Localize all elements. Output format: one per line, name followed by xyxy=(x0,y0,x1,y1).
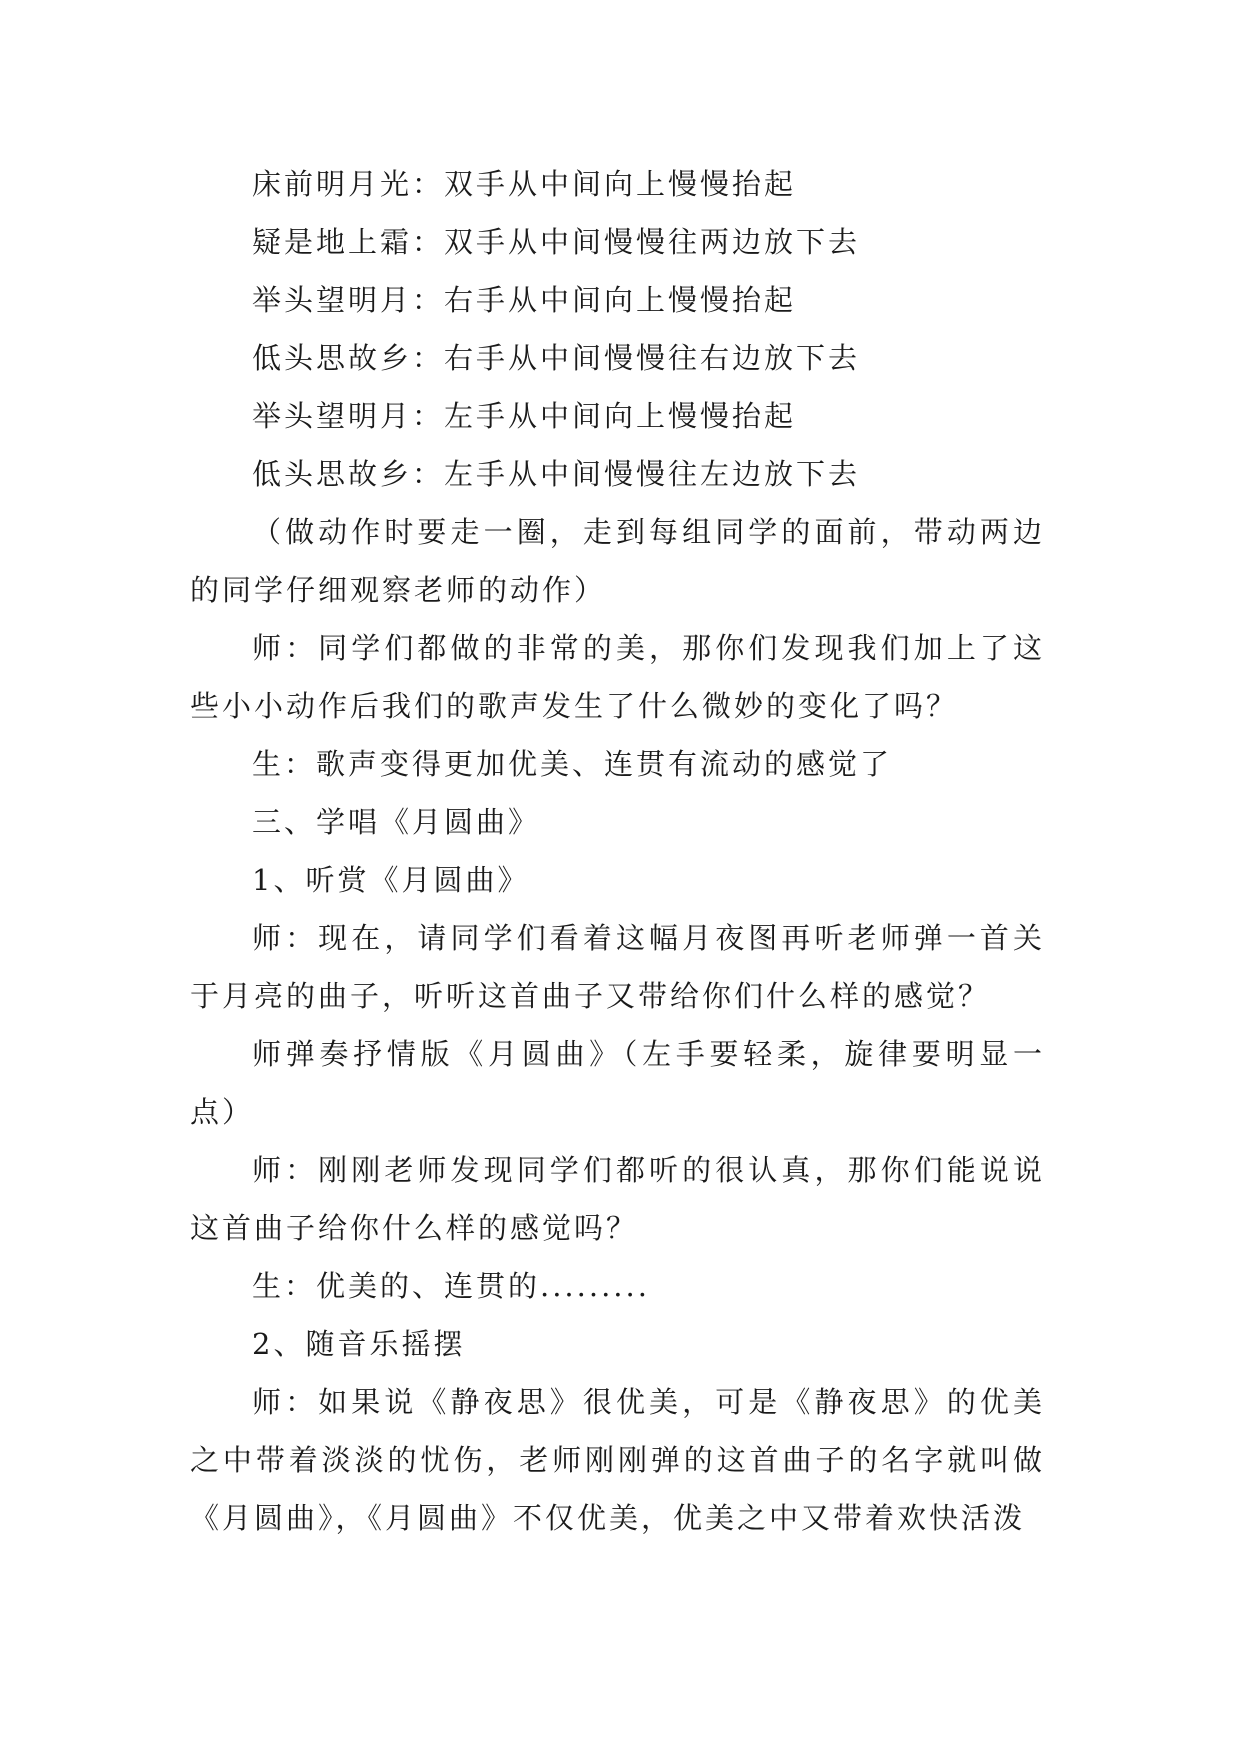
section-heading: 三、学唱《月圆曲》 xyxy=(252,805,541,839)
paragraph: 师：刚刚老师发现同学们都听的很认真，那你们能说说这首曲子给你什么样的感觉吗？ xyxy=(190,1153,1045,1245)
subsection-heading: 1、听赏《月圆曲》 xyxy=(252,863,530,897)
paragraph: （做动作时要走一圈，走到每组同学的面前，带动两边的同学仔细观察老师的动作） xyxy=(190,515,1045,607)
paragraph: 师：如果说《静夜思》很优美，可是《静夜思》的优美之中带着淡淡的忧伤，老师刚刚弹的这首曲子的名字就叫做《月圆曲》，《月圆曲》不仅优美，优美之中又带着欢快活泼 xyxy=(190,1385,1045,1535)
paragraph: 生：歌声变得更加优美、连贯有流动的感觉了 xyxy=(252,747,893,781)
paragraph: 床前明月光：双手从中间向上慢慢抬起 xyxy=(252,167,797,201)
paragraph: 低头思故乡：左手从中间慢慢往左边放下去 xyxy=(252,457,861,491)
paragraph: 师：同学们都做的非常的美，那你们发现我们加上了这些小小动作后我们的歌声发生了什么微妙的变化了吗？ xyxy=(190,631,1045,723)
paragraph: 疑是地上霜：双手从中间慢慢往两边放下去 xyxy=(252,225,861,259)
paragraph: 低头思故乡：右手从中间慢慢往右边放下去 xyxy=(252,341,861,375)
subsection-heading: 2、随音乐摇摆 xyxy=(252,1327,466,1361)
paragraph: 师弹奏抒情版《月圆曲》（左手要轻柔，旋律要明显一点） xyxy=(190,1037,1045,1129)
paragraph: 举头望明月：右手从中间向上慢慢抬起 xyxy=(252,283,797,317)
paragraph: 举头望明月：左手从中间向上慢慢抬起 xyxy=(252,399,797,433)
paragraph: 师：现在，请同学们看着这幅月夜图再听老师弹一首关于月亮的曲子，听听这首曲子又带给你们什么样的感觉？ xyxy=(190,921,1045,1013)
paragraph: 生：优美的、连贯的......... xyxy=(252,1269,650,1303)
document-body xyxy=(190,155,1045,1547)
